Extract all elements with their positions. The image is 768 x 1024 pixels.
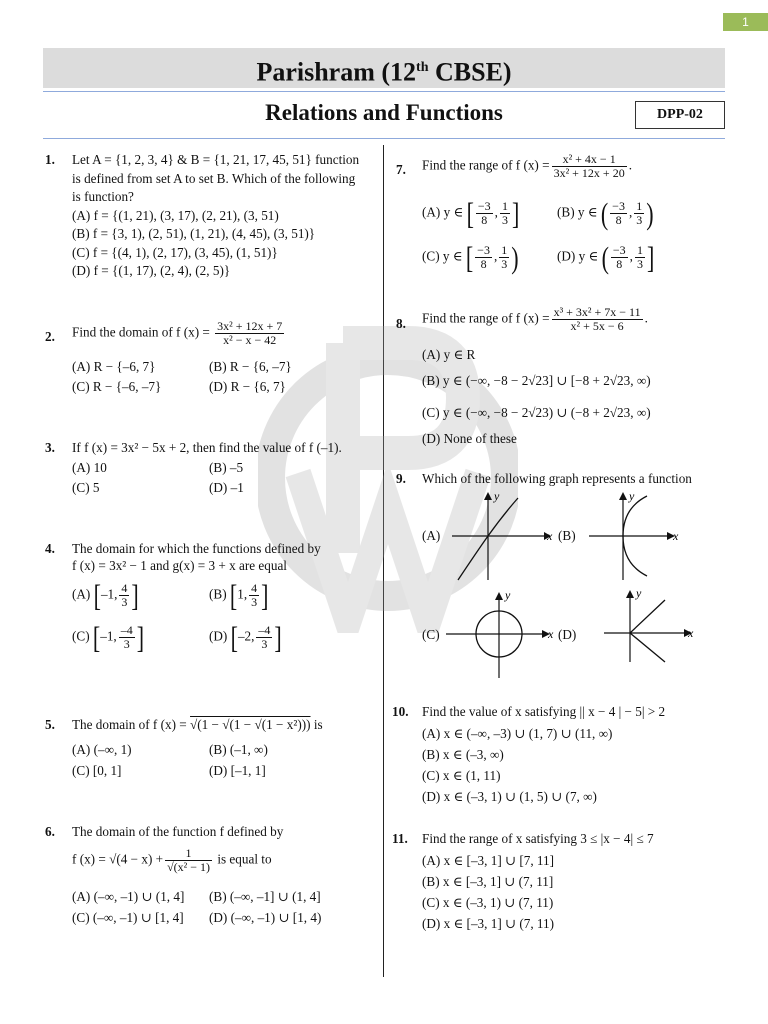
option-c[interactable]: (C) [–1, $\frac{-4}{3}$ ] xyxy=(72,619,145,655)
header-rule-bottom xyxy=(43,138,725,139)
question-number: 4. xyxy=(45,541,55,556)
option-b[interactable]: (B) x ∈ (–3, ∞) xyxy=(422,747,504,762)
option-d[interactable]: (D) xyxy=(558,627,577,642)
option-b[interactable]: (B) y ∈ ( $\frac{-3}{8}$ , $\frac{1}{3}$ ) xyxy=(557,195,654,231)
axis-x-label: x xyxy=(547,529,553,543)
header-rule-top xyxy=(43,91,725,92)
question-text: Find the domain of f (x) = xyxy=(72,324,210,340)
option-b[interactable]: (B) y ∈ (−∞, −8 − 2√23] ∪ [−8 + 2√23, ∞) xyxy=(422,373,651,388)
option-c[interactable]: (C) (–∞, –1) ∪ [1, 4] xyxy=(72,910,184,925)
page-number: 1 xyxy=(723,13,768,31)
question-text: Find the range of f (x) = $\frac{\text{x³ + 3x² + 7x − 11}}{\text{x² + 5x − 6}}$ . xyxy=(422,305,648,333)
graph-d-angle xyxy=(600,586,700,666)
pw-watermark-logo xyxy=(258,303,518,633)
question-number: 2. xyxy=(45,329,55,344)
option-a[interactable]: (A) x ∈ (–∞, –3) ∪ (1, 7) ∪ (11, ∞) xyxy=(422,726,613,741)
option-c[interactable]: (C) y ∈ (−∞, −8 − 2√23) ∪ (−8 + 2√23, ∞) xyxy=(422,405,651,420)
option-b[interactable]: (B) [1, $\frac{4}{3}$ ] xyxy=(209,577,269,613)
svg-text:x: x xyxy=(548,627,554,641)
option-a[interactable]: (A) x ∈ [–3, 1] ∪ [7, 11] xyxy=(422,853,555,868)
option-c[interactable]: (C) x ∈ (1, 11) xyxy=(422,768,501,783)
option-c[interactable]: (C) y ∈ [ $\frac{-3}{8}$ , $\frac{1}{3}$ ) xyxy=(422,239,519,275)
question-text: is defined from set A to set B. Which of the following xyxy=(72,170,356,186)
fraction: $\frac{\text{3x² + 12x + 7}}{\text{x² − x − 42}}$ xyxy=(217,319,283,347)
option-a[interactable]: (A) y ∈ [ $\frac{-3}{8}$ , $\frac{1}{3}$ ] xyxy=(422,195,520,231)
question-text: The domain of f (x) = √(1 − √(1 − √(1 − x²))) is xyxy=(72,717,323,732)
dpp-badge: DPP-02 xyxy=(635,101,725,129)
question-number: 6. xyxy=(45,824,55,839)
svg-text:y: y xyxy=(629,489,635,503)
option-c[interactable]: (C) x ∈ (–3, 1) ∪ (7, 11) xyxy=(422,895,554,910)
question-text: Which of the following graph represents a function xyxy=(422,471,692,486)
option-a[interactable]: (A) [–1, $\frac{4}{3}$ ] xyxy=(72,577,139,613)
option-a[interactable]: (A) y ∈ R xyxy=(422,347,476,362)
question-text: Find the range of x satisfying 3 ≤ |x − 4| ≤ 7 xyxy=(422,831,654,846)
option-d[interactable]: (D) y ∈ ( $\frac{-3}{8}$ , $\frac{1}{3}$ ] xyxy=(557,239,655,275)
svg-text:y: y xyxy=(505,588,511,602)
option-a[interactable]: (A) (–∞, 1) xyxy=(72,742,132,757)
option-d[interactable]: (D) R − {6, 7} xyxy=(209,379,286,394)
question-text: Let A = {1, 2, 3, 4} & B = {1, 21, 17, 45, 51} function xyxy=(72,152,360,167)
svg-text:x: x xyxy=(688,626,694,640)
axis-y-label: y xyxy=(494,490,500,503)
option-c[interactable]: (C) [0, 1] xyxy=(72,763,122,778)
svg-text:x: x xyxy=(673,529,679,543)
svg-text:y: y xyxy=(636,586,642,600)
option-d[interactable]: (D) [–1, 1] xyxy=(209,763,266,778)
question-text: Find the value of x satisfying || x − 4 | − 5| > 2 xyxy=(422,704,666,719)
question-number: 5. xyxy=(45,717,55,732)
question-number: 7. xyxy=(396,162,406,177)
graph-c-circle xyxy=(442,588,562,680)
option-b[interactable]: (B) xyxy=(558,528,576,543)
page-title: Relations and Functions xyxy=(265,100,503,125)
question-number: 10. xyxy=(392,704,409,719)
option-b[interactable]: (B) (–1, ∞) xyxy=(209,742,268,757)
question-number: 9. xyxy=(396,471,406,486)
header-banner xyxy=(43,48,725,88)
question-number: 8. xyxy=(396,316,406,331)
question-text: Find the range of f (x) = $\frac{\text{x² + 4x − 1}}{\text{3x² + 12x + 20}}$ . xyxy=(422,152,632,180)
question-text: f (x) = 3x² − 1 and g(x) = 3 + x are equal xyxy=(72,558,287,573)
question-text: If f (x) = 3x² − 5x + 2, then find the value of f (–1). xyxy=(72,440,342,455)
option-a[interactable]: (A) 10 xyxy=(72,460,107,475)
option-d[interactable]: (D) x ∈ (–3, 1) ∪ (1, 5) ∪ (7, ∞) xyxy=(422,789,597,804)
option-b[interactable]: (B) –5 xyxy=(209,460,244,475)
question-number: 11. xyxy=(392,831,408,846)
option-b[interactable]: (B) f = {3, 1), (2, 51), (1, 21), (4, 45), (3, 51)} xyxy=(72,226,316,241)
option-b[interactable]: (B) (–∞, –1] ∪ (1, 4] xyxy=(209,889,321,904)
option-d[interactable]: (D) (–∞, –1) ∪ [1, 4) xyxy=(209,910,322,925)
option-c[interactable]: (C) f = {(4, 1), (2, 17), (3, 45), (1, 51)} xyxy=(72,244,278,260)
question-number: 3. xyxy=(45,440,55,455)
graph-b-sideways-parabola xyxy=(585,488,685,580)
option-d[interactable]: (D) [–2, $\frac{-4}{3}$ ] xyxy=(209,619,282,655)
option-a[interactable]: (A) R − {–6, 7} xyxy=(72,359,156,374)
option-a[interactable]: (A) xyxy=(422,528,441,543)
question-number: 1. xyxy=(45,152,55,167)
banner-title: Parishram (12th CBSE) xyxy=(256,57,512,87)
option-c[interactable]: (C) 5 xyxy=(72,480,100,495)
option-c[interactable]: (C) R − {–6, –7} xyxy=(72,379,162,394)
option-d[interactable]: (D) None of these xyxy=(422,431,517,446)
option-d[interactable]: (D) –1 xyxy=(209,480,244,495)
option-d[interactable]: (D) f = {(1, 17), (2, 4), (2, 5)} xyxy=(72,263,231,278)
graph-a-cubic xyxy=(448,490,558,582)
option-b[interactable]: (B) x ∈ [–3, 1] ∪ (7, 11] xyxy=(422,874,554,889)
question-text: is function? xyxy=(72,189,134,204)
option-d[interactable]: (D) x ∈ [–3, 1] ∪ (7, 11) xyxy=(422,916,555,931)
option-b[interactable]: (B) R − {6, –7} xyxy=(209,359,292,374)
question-text: The domain of the function f defined by xyxy=(72,824,284,839)
question-formula: f (x) = √(4 − x) + $\frac{1}{\text{√(x² − 1)}}$ is equal to xyxy=(72,846,272,874)
option-a[interactable]: (A) f = {(1, 21), (3, 17), (2, 21), (3, 51) xyxy=(72,207,279,223)
option-a[interactable]: (A) (–∞, –1) ∪ (1, 4] xyxy=(72,889,185,904)
question-text: The domain for which the functions defined by xyxy=(72,541,321,556)
option-c[interactable]: (C) xyxy=(422,627,440,642)
